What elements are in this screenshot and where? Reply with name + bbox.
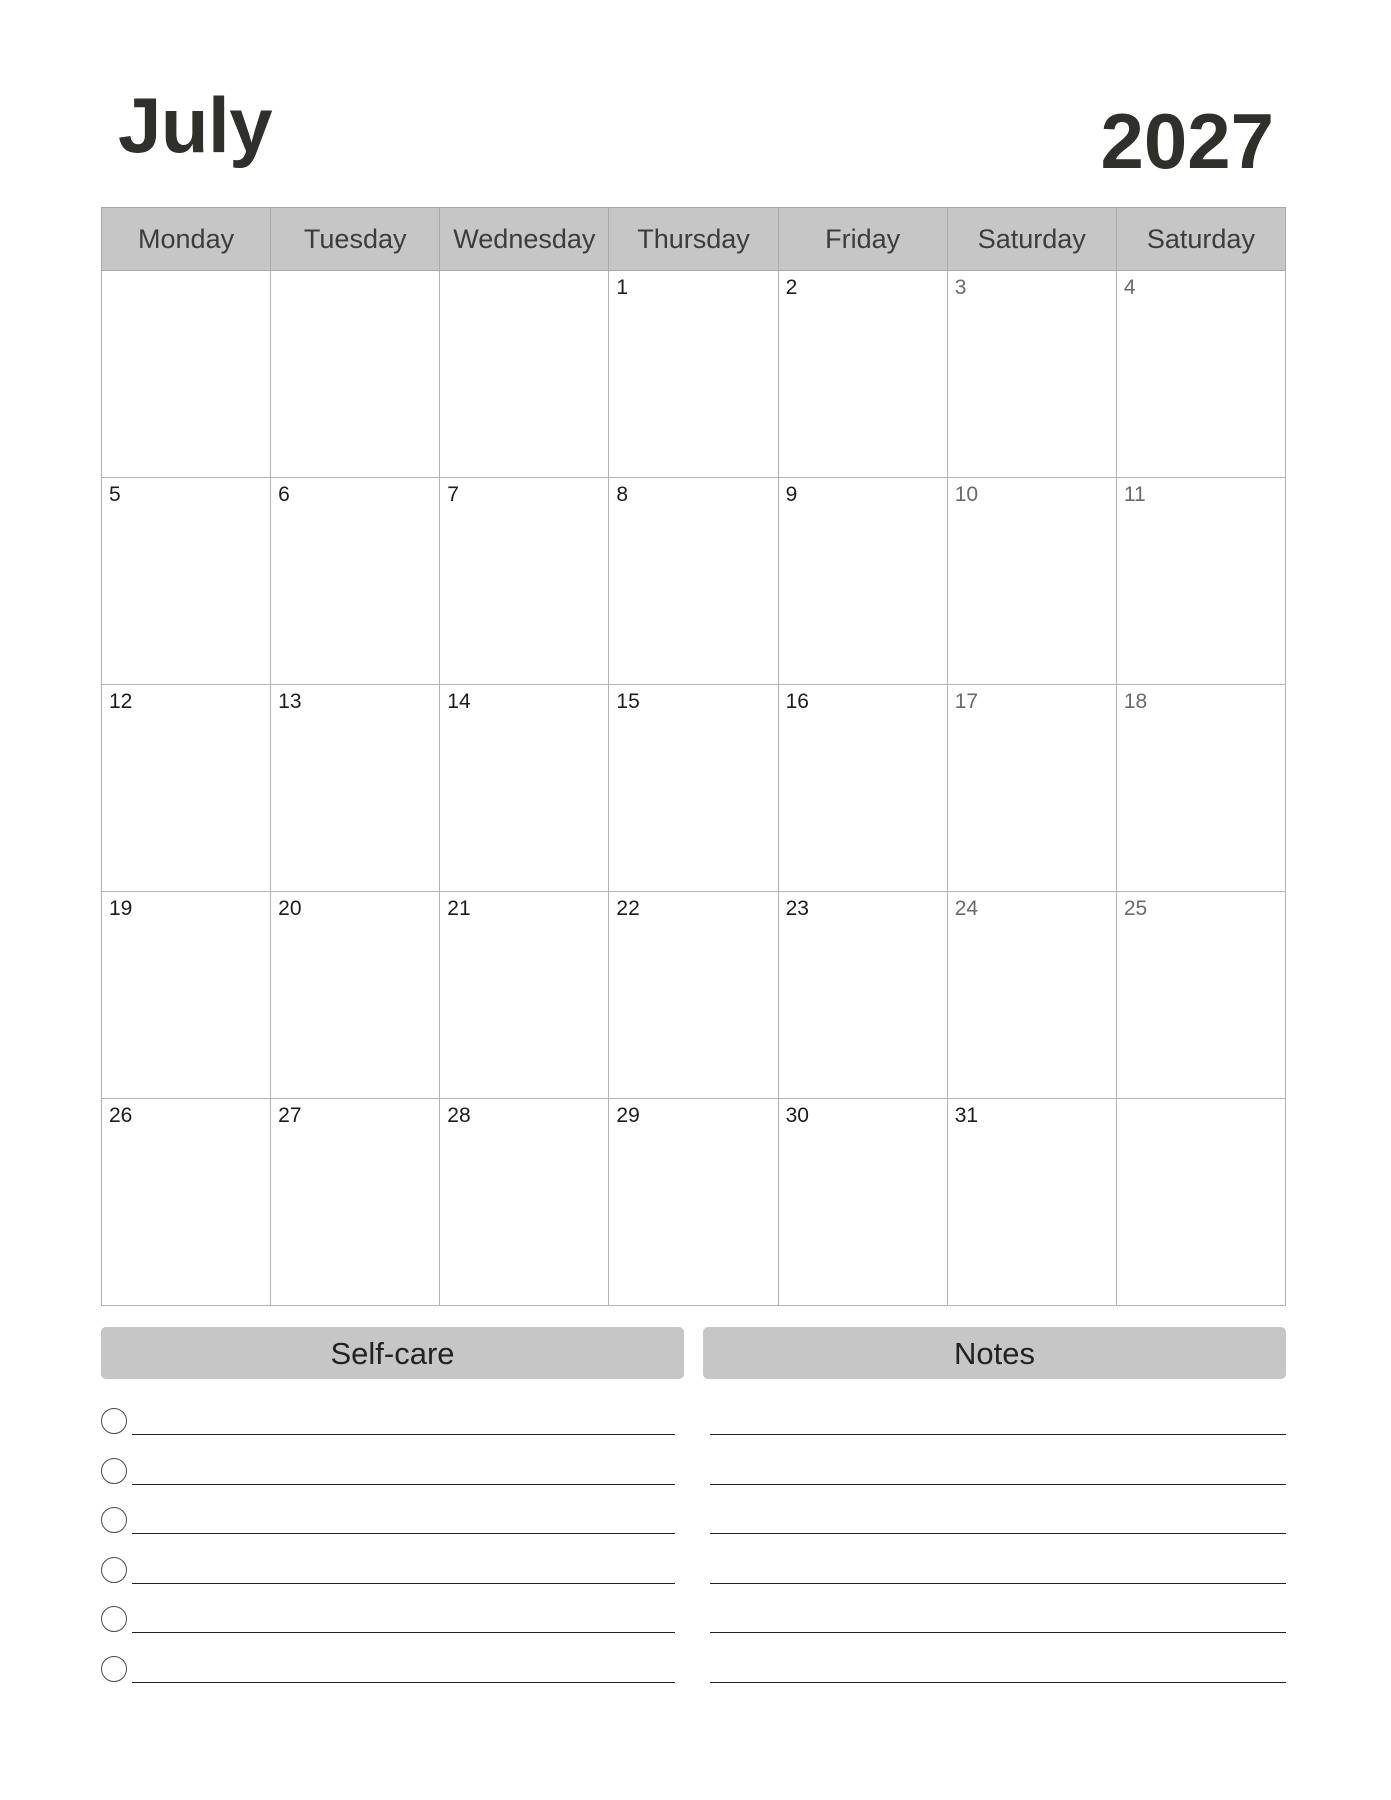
day-cell[interactable] (609, 685, 778, 892)
checkbox-circle-icon[interactable] (101, 1656, 127, 1682)
self-care-item (101, 1507, 675, 1557)
day-cell[interactable] (271, 685, 440, 892)
day-number (102, 271, 270, 275)
day-number: 1 (616, 276, 629, 299)
day-cell[interactable] (778, 685, 947, 892)
self-care-item (101, 1656, 675, 1706)
day-number: 10 (954, 483, 979, 506)
day-number: 23 (785, 897, 809, 920)
day-number: 2 (785, 276, 798, 299)
weekday-header: Wednesday (440, 208, 609, 271)
day-cell[interactable] (102, 478, 271, 685)
day-cell[interactable] (440, 271, 609, 478)
writing-line[interactable] (710, 1583, 1286, 1584)
day-cell[interactable] (440, 685, 609, 892)
day-cell[interactable] (102, 892, 271, 1099)
day-cell[interactable] (947, 892, 1116, 1099)
day-cell[interactable] (102, 271, 271, 478)
day-cell[interactable] (271, 892, 440, 1099)
day-number: 15 (616, 690, 640, 713)
writing-line[interactable] (132, 1632, 675, 1633)
self-care-item (101, 1458, 675, 1508)
writing-line[interactable] (710, 1484, 1286, 1485)
day-number: 24 (954, 897, 979, 920)
self-care-header: Self-care (101, 1327, 684, 1379)
day-cell[interactable] (1116, 892, 1285, 1099)
notes-item (710, 1408, 1286, 1458)
day-number: 28 (447, 1104, 471, 1127)
checkbox-circle-icon[interactable] (101, 1606, 127, 1632)
day-cell[interactable] (102, 1099, 271, 1306)
day-cell[interactable] (609, 892, 778, 1099)
self-care-list (101, 1408, 675, 1705)
writing-line[interactable] (132, 1533, 675, 1534)
day-cell[interactable] (609, 271, 778, 478)
day-number: 31 (954, 1104, 979, 1127)
day-number: 21 (447, 897, 471, 920)
day-number: 25 (1123, 897, 1148, 920)
notes-item (710, 1606, 1286, 1656)
self-care-item (101, 1606, 675, 1656)
weekday-header: Tuesday (271, 208, 440, 271)
week-row (102, 892, 1286, 1099)
day-number: 4 (1123, 276, 1136, 299)
day-number: 22 (616, 897, 640, 920)
day-cell[interactable] (947, 685, 1116, 892)
day-number: 19 (109, 897, 133, 920)
week-row (102, 271, 1286, 478)
day-cell[interactable] (102, 685, 271, 892)
checkbox-circle-icon[interactable] (101, 1507, 127, 1533)
day-number (1117, 1099, 1285, 1103)
writing-line[interactable] (132, 1682, 675, 1683)
notes-item (710, 1557, 1286, 1607)
weekday-header: Thursday (609, 208, 778, 271)
writing-line[interactable] (710, 1682, 1286, 1683)
calendar-grid (101, 207, 1286, 1306)
day-number: 3 (954, 276, 967, 299)
notes-list (710, 1408, 1286, 1705)
self-care-item (101, 1557, 675, 1607)
day-cell[interactable] (947, 271, 1116, 478)
week-row (102, 1099, 1286, 1306)
day-number: 11 (1123, 483, 1146, 506)
day-cell[interactable] (609, 1099, 778, 1306)
day-cell[interactable] (778, 1099, 947, 1306)
notes-item (710, 1656, 1286, 1706)
day-number: 7 (447, 483, 459, 506)
day-cell[interactable] (440, 478, 609, 685)
day-cell[interactable] (778, 271, 947, 478)
day-cell[interactable] (271, 1099, 440, 1306)
day-number: 26 (109, 1104, 133, 1127)
day-cell[interactable] (1116, 1099, 1285, 1306)
day-cell[interactable] (271, 478, 440, 685)
checkbox-circle-icon[interactable] (101, 1458, 127, 1484)
day-number: 14 (447, 690, 471, 713)
writing-line[interactable] (710, 1434, 1286, 1435)
day-cell[interactable] (609, 478, 778, 685)
notes-header: Notes (703, 1327, 1286, 1379)
day-cell[interactable] (440, 892, 609, 1099)
month-title: July (118, 81, 273, 169)
weekday-header: Saturday (947, 208, 1116, 271)
day-cell[interactable] (778, 478, 947, 685)
writing-line[interactable] (710, 1632, 1286, 1633)
weekday-header-row (102, 208, 1286, 271)
day-number: 9 (785, 483, 798, 506)
writing-line[interactable] (132, 1583, 675, 1584)
day-number (271, 271, 439, 275)
day-cell[interactable] (947, 1099, 1116, 1306)
day-number: 20 (278, 897, 302, 920)
writing-line[interactable] (132, 1434, 675, 1435)
weekday-header: Friday (778, 208, 947, 271)
writing-line[interactable] (132, 1484, 675, 1485)
day-number: 27 (278, 1104, 302, 1127)
day-cell[interactable] (1116, 271, 1285, 478)
year-title: 2027 (1100, 97, 1274, 185)
notes-item (710, 1507, 1286, 1557)
day-number: 6 (278, 483, 290, 506)
weekday-header: Monday (102, 208, 271, 271)
week-row (102, 685, 1286, 892)
day-number: 8 (616, 483, 629, 506)
day-number: 13 (278, 690, 302, 713)
notes-item (710, 1458, 1286, 1508)
day-number: 5 (109, 483, 121, 506)
day-number: 16 (785, 690, 809, 713)
weekday-header: Saturday (1116, 208, 1285, 271)
day-number: 17 (954, 690, 979, 713)
day-cell[interactable] (271, 271, 440, 478)
day-number: 12 (109, 690, 133, 713)
writing-line[interactable] (710, 1533, 1286, 1534)
day-cell[interactable] (778, 892, 947, 1099)
day-number (440, 271, 608, 275)
day-cell[interactable] (1116, 478, 1285, 685)
day-cell[interactable] (1116, 685, 1285, 892)
day-number: 29 (616, 1104, 640, 1127)
week-row (102, 478, 1286, 685)
self-care-item (101, 1408, 675, 1458)
day-number: 18 (1123, 690, 1148, 713)
day-number: 30 (785, 1104, 809, 1127)
checkbox-circle-icon[interactable] (101, 1557, 127, 1583)
day-cell[interactable] (947, 478, 1116, 685)
checkbox-circle-icon[interactable] (101, 1408, 127, 1434)
day-cell[interactable] (440, 1099, 609, 1306)
